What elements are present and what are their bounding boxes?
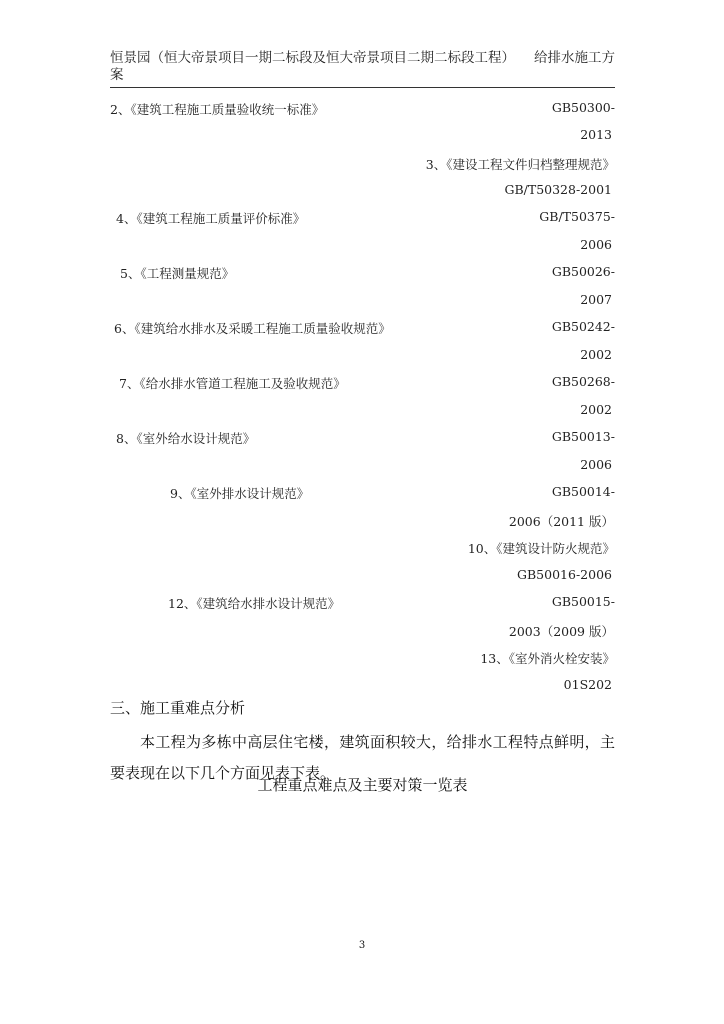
ref-title: 3、《建设工程文件归档整理规范》 <box>425 157 615 172</box>
ref-code: GB/T50375- <box>539 209 615 224</box>
ref-title: 2、《建筑工程施工质量验收统一标准》 <box>110 102 325 117</box>
section-paragraph: 本工程为多栋中高层住宅楼，建筑面积较大，给排水工程特点鲜明，主要表现在以下几个方面见表下表。 <box>110 733 615 782</box>
header-project-title: 恒景园（恒大帝景项目一期二标段及恒大帝景项目二期二标段工程）案 <box>110 50 509 83</box>
ref-code: GB50014- <box>551 484 615 499</box>
ref-title: 6、《建筑给水排水及采暖工程施工质量验收规范》 <box>114 321 391 336</box>
ref-year: 2007 <box>580 292 612 307</box>
ref-code: GB50013- <box>551 429 615 444</box>
header-rule <box>110 87 615 88</box>
ref-year: 2006（2011 版） <box>508 514 614 529</box>
section-heading: 三、施工重难点分析 <box>110 699 246 717</box>
header-doc-title: 给排水施工方 <box>534 50 615 66</box>
ref-title: 9、《室外排水设计规范》 <box>170 486 310 501</box>
ref-title: 12、《建筑给水排水设计规范》 <box>168 596 341 611</box>
ref-code: GB50268- <box>551 374 615 389</box>
ref-code: GB50026- <box>551 264 615 279</box>
table-caption: 工程重点难点及主要对策一览表 <box>257 776 468 794</box>
ref-code: 01S202 <box>563 677 612 692</box>
ref-year: 2002 <box>580 347 612 362</box>
ref-title: 5、《工程测量规范》 <box>120 266 235 281</box>
ref-title: 8、《室外给水设计规范》 <box>116 431 256 446</box>
ref-year: 2013 <box>580 127 612 142</box>
ref-title: 13、《室外消火栓安装》 <box>480 651 615 666</box>
ref-year: 2006 <box>580 237 612 252</box>
ref-code: GB50015- <box>551 594 615 609</box>
ref-code: GB50300- <box>551 100 615 115</box>
ref-title: 10、《建筑设计防火规范》 <box>467 541 615 556</box>
ref-year: 2002 <box>580 402 612 417</box>
ref-code: GB/T50328-2001 <box>504 182 612 197</box>
ref-year: 2006 <box>580 457 612 472</box>
page-number: 3 <box>358 940 366 951</box>
ref-title: 7、《给水排水管道工程施工及验收规范》 <box>119 376 346 391</box>
ref-year: 2003（2009 版） <box>508 624 614 639</box>
ref-code: GB50242- <box>551 319 615 334</box>
ref-code: GB50016-2006 <box>517 567 612 582</box>
ref-title: 4、《建筑工程施工质量评价标准》 <box>116 211 306 226</box>
